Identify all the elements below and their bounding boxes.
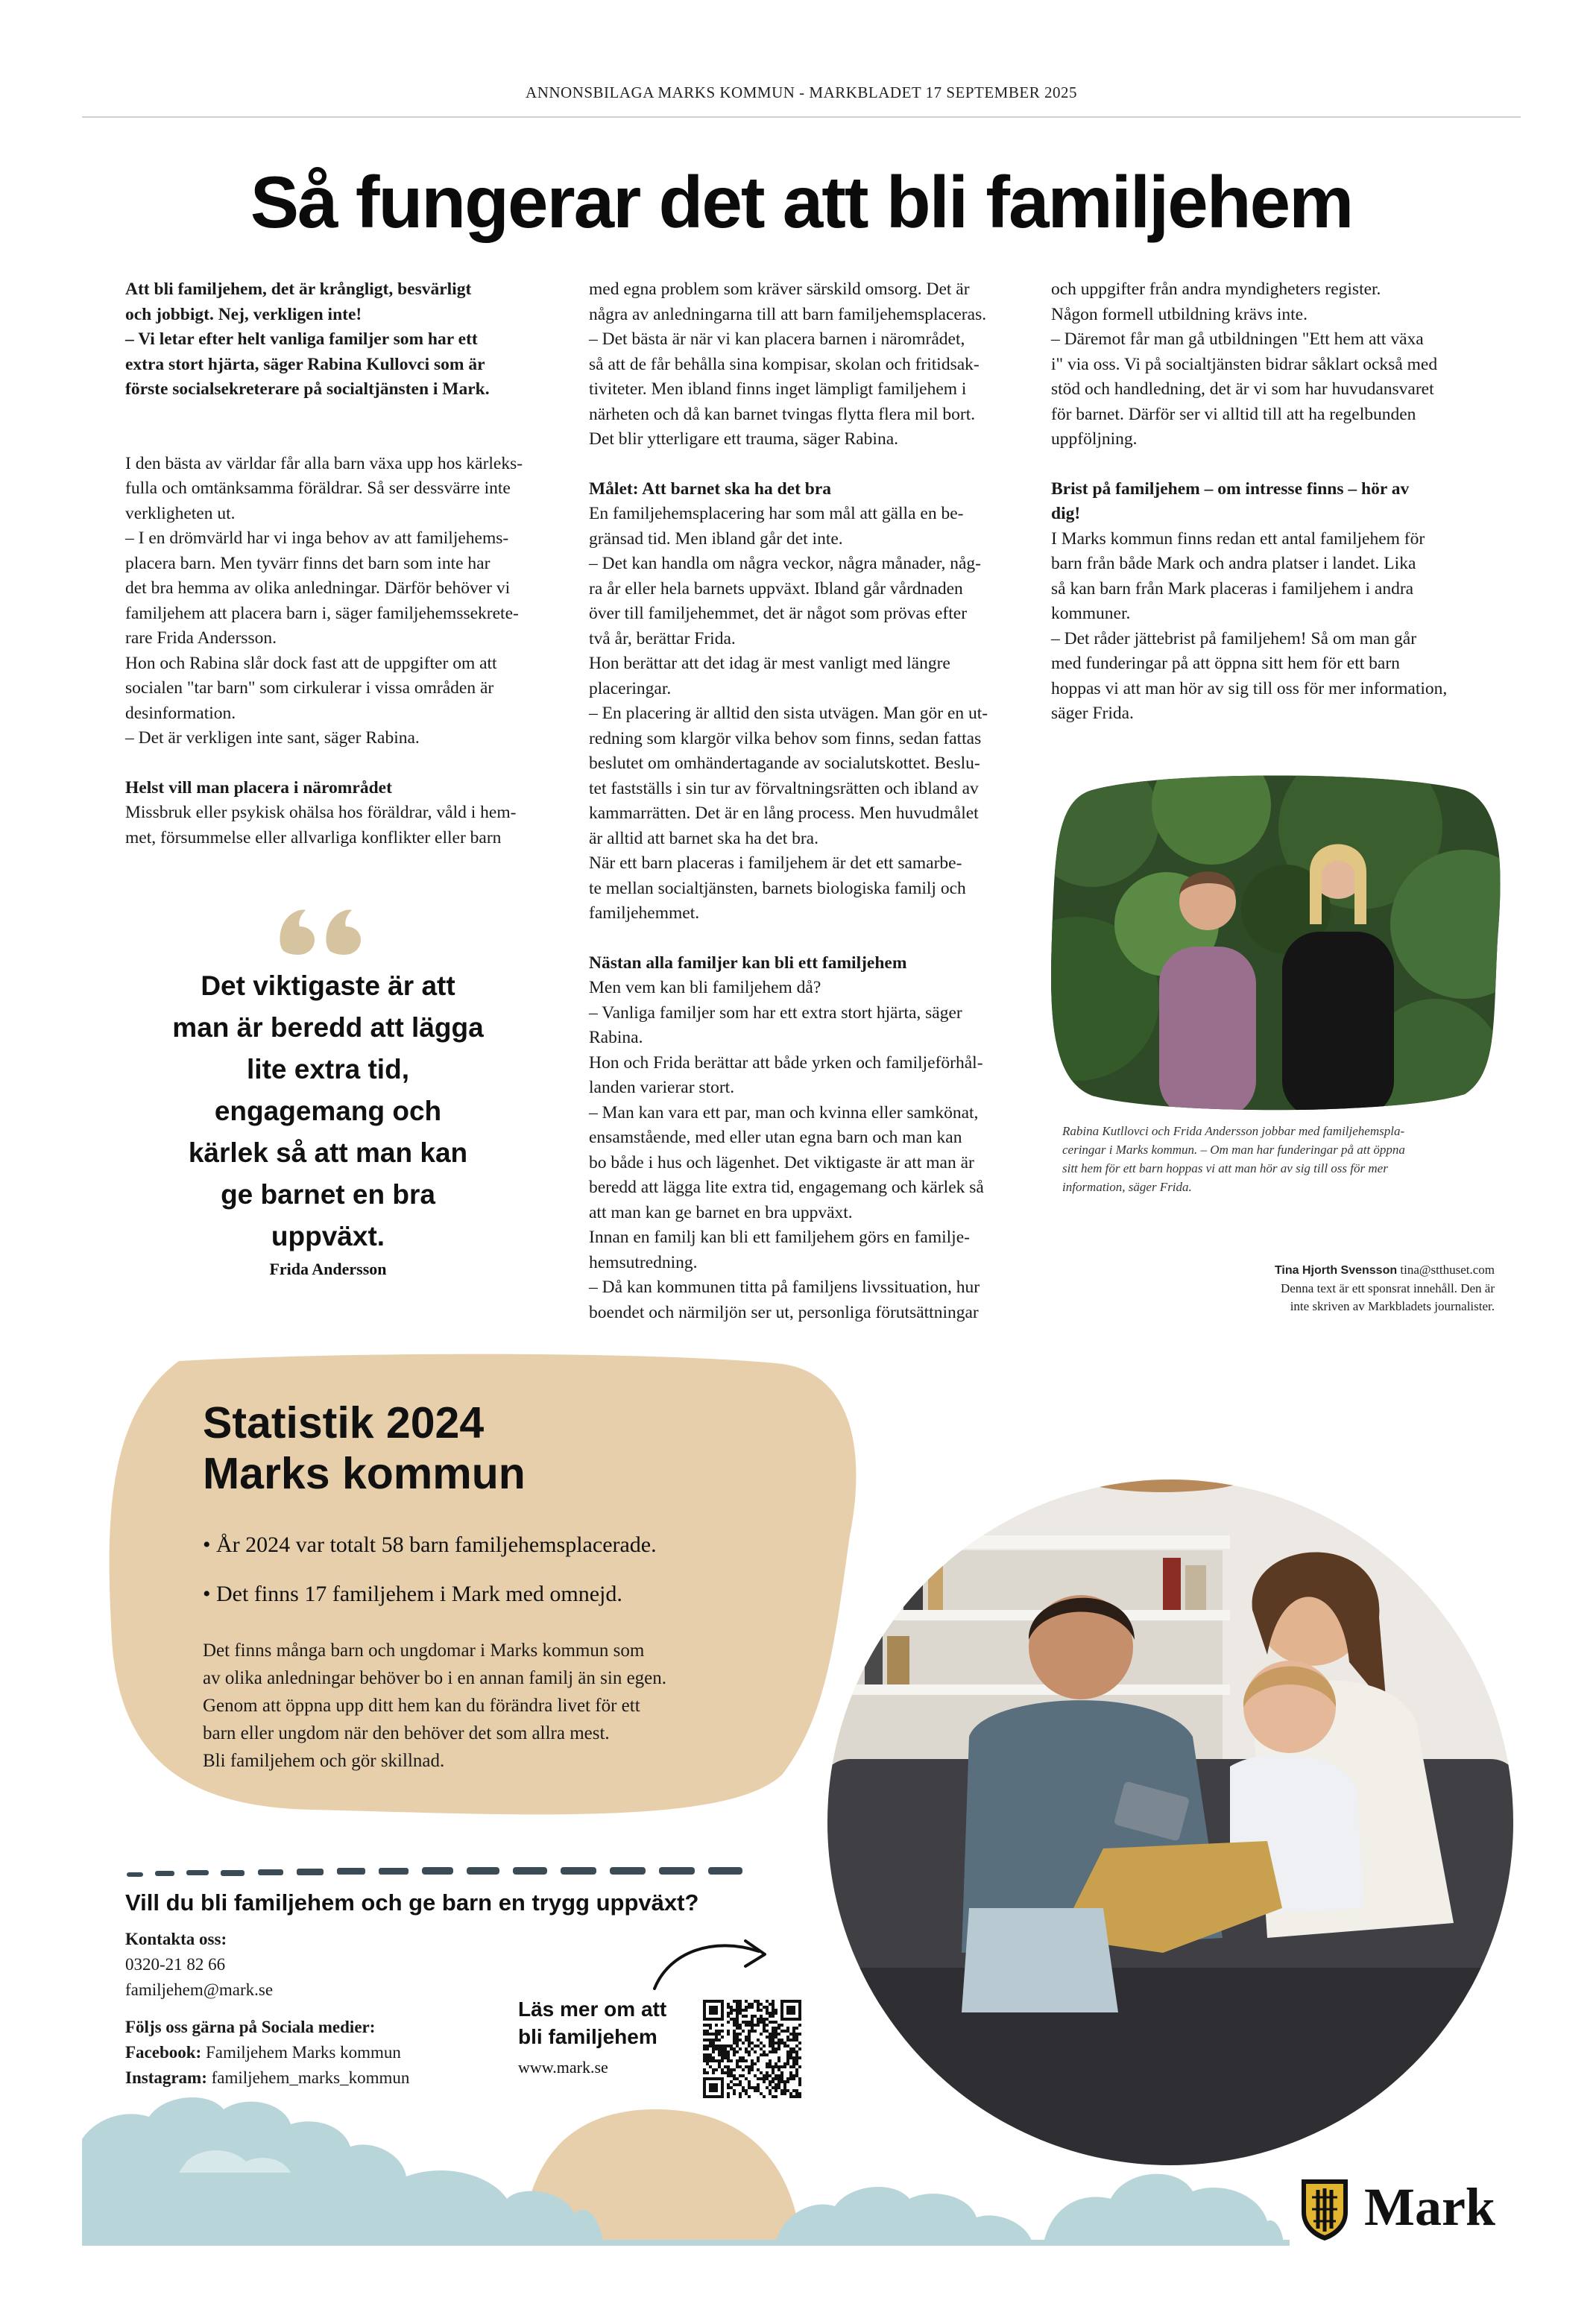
contact-phone[interactable]: 0320-21 82 66 bbox=[125, 1955, 226, 1974]
text-line: extra stort hjärta, säger Rabina Kullovci som är bbox=[125, 354, 485, 374]
contact-info bbox=[125, 1927, 513, 2091]
body-paragraph bbox=[125, 801, 565, 850]
text-line: Genom att öppna upp ditt hem kan du förändra livet för ett bbox=[203, 1696, 640, 1716]
stats-title-line: Marks kommun bbox=[203, 1449, 526, 1498]
body-paragraph bbox=[1051, 527, 1498, 727]
text-line: tiviteter. Men ibland finns inget lämpligt familjehem i bbox=[589, 379, 967, 399]
text-line: Missbruk eller psykisk ohälsa hos föräldrar, våld i hem- bbox=[125, 803, 517, 822]
body-paragraph bbox=[589, 502, 1036, 926]
author-name: Tina Hjorth Svensson bbox=[1274, 1264, 1398, 1277]
text-line: – Det är verkligen inte sant, säger Rabina. bbox=[125, 728, 420, 748]
text-line: med egna problem som kräver särskild omsorg. Det är bbox=[589, 280, 970, 299]
text-line: närheten och då kan barnet tvingas flytta flera mil bort. bbox=[589, 404, 976, 424]
text-line: Bli familjehem och gör skillnad. bbox=[203, 1751, 445, 1771]
text-line: familjehem att placera barn i, säger familjehemssekrete- bbox=[125, 603, 519, 623]
text-line: – Däremot får man gå utbildningen "Ett hem att växa bbox=[1051, 329, 1424, 349]
text-line: rare Frida Andersson. bbox=[125, 628, 277, 648]
read-more-line: bli familjehem bbox=[518, 2025, 657, 2048]
stats-bullets bbox=[203, 1521, 814, 1619]
text-line: över till familjehemmet, det är något som prövas efter bbox=[589, 604, 968, 623]
subheading: Helst vill man placera i närområdet bbox=[125, 777, 392, 798]
text-line: Att bli familjehem, det är krångligt, besvärligt bbox=[125, 280, 472, 299]
text-line: te mellan socialtjänsten, barnets biologiska familj och bbox=[589, 878, 966, 898]
subheading bbox=[1051, 477, 1498, 527]
family-photo bbox=[820, 1456, 1521, 2176]
text-line: av olika anledningar behöver bo i en annan familj än sin egen. bbox=[203, 1668, 667, 1688]
body-paragraph bbox=[1051, 277, 1498, 452]
text-line: – Det råder jättebrist på familjehem! Så om man går bbox=[1051, 628, 1417, 648]
text-line: kammarrätten. Det är en lång process. Men huvudmålet bbox=[589, 803, 979, 823]
text-line: Rabina Kutllovci och Frida Andersson jobbar med familjehemspla- bbox=[1062, 1124, 1405, 1138]
facebook-link[interactable]: Familjehem Marks kommun bbox=[205, 2043, 401, 2062]
text-line: – En placering är alltid den sista utvägen. Man gör en ut- bbox=[589, 704, 988, 723]
text-line: I Marks kommun finns redan ett antal familjehem för bbox=[1051, 528, 1425, 549]
website-link[interactable]: www.mark.se bbox=[518, 2058, 608, 2077]
stats-title bbox=[203, 1398, 526, 1499]
read-more-line: Läs mer om att bbox=[518, 1998, 667, 2021]
text-line: Rabina. bbox=[589, 1028, 643, 1047]
text-line: i" via oss. Vi på socialtjänsten bidrar såklart också med bbox=[1051, 354, 1438, 374]
pull-quote: Det viktigaste är att man är beredd att lägga lite extra tid, engagemang och kärlek så att man kan ge barnet en bra uppväxt. bbox=[172, 970, 484, 1251]
text-line: desinformation. bbox=[125, 703, 236, 723]
text-line: barn från både Mark och andra platser i landet. Lika bbox=[1051, 554, 1416, 573]
text-line: så att de får behålla sina kompisar, skolan och fritidsak- bbox=[589, 354, 980, 374]
text-line: Hon berättar att det idag är mest vanligt med längre bbox=[589, 654, 950, 673]
text-line: beslutet om omhändertagande av socialutskottet. Beslu- bbox=[589, 754, 980, 773]
byline bbox=[1163, 1261, 1495, 1316]
pull-quote-author: Frida Andersson bbox=[269, 1260, 387, 1278]
text-line: Hon och Rabina slår dock fast att de uppgifter om att bbox=[125, 653, 497, 673]
text-line: placeringar. bbox=[589, 678, 672, 698]
text-line: – I en drömvärld har vi inga behov av att familjehems- bbox=[125, 528, 509, 548]
text-line: Innan en familj kan bli ett familjehem görs en familje- bbox=[589, 1228, 970, 1247]
page-header: ANNONSBILAGA MARKS KOMMUN - MARKBLADET 17 SEPTEMBER 2025 bbox=[526, 83, 1077, 101]
text-line: met, försummelse eller allvarliga konflikter eller barn bbox=[125, 827, 502, 847]
text-line: verkligheten ut. bbox=[125, 503, 236, 523]
stats-bullet: • Det finns 17 familjehem i Mark med omnejd. bbox=[203, 1570, 814, 1619]
arrow-icon bbox=[647, 1929, 781, 1996]
text-line: En familjehemsplacering har som mål att gälla en be- bbox=[589, 504, 964, 523]
text-line: När ett barn placeras i familjehem är det ett samarbe- bbox=[589, 853, 962, 873]
text-line: det bra hemma av olika anledningar. Därför behöver vi bbox=[125, 578, 511, 598]
text-line: beredd att lägga lite extra tid, engagemang och kärlek så bbox=[589, 1178, 984, 1197]
text-line: Brist på familjehem – om intresse finns – hör av bbox=[1051, 479, 1410, 499]
read-more-title bbox=[518, 1995, 712, 2050]
article-column-1 bbox=[125, 277, 565, 850]
instagram-label: Instagram: bbox=[125, 2068, 207, 2087]
text-line: med funderingar på att öppna sitt hem för ett barn bbox=[1051, 654, 1400, 673]
text-line: fulla och omtänksamma föräldrar. Så ser dessvärre inte bbox=[125, 479, 511, 498]
text-line: Någon formell utbildning krävs inte. bbox=[1051, 304, 1308, 324]
facebook-label: Facebook: bbox=[125, 2043, 202, 2062]
photo-caption bbox=[1062, 1122, 1491, 1196]
contact-label: Kontakta oss: bbox=[125, 1930, 227, 1948]
text-line: att man kan ge barnet en bra uppväxt. bbox=[589, 1202, 853, 1222]
text-line: Det finns många barn och ungdomar i Marks kommun som bbox=[203, 1641, 645, 1661]
text-line: socialen "tar barn" som cirkulerar i vissa områden är bbox=[125, 678, 494, 698]
text-line: Men vem kan bli familjehem då? bbox=[589, 978, 821, 997]
article-column-2 bbox=[589, 277, 1036, 1325]
text-line: stöd och handledning, det är vi som har huvudansvaret bbox=[1051, 379, 1434, 399]
text-line: – Då kan kommunen titta på familjens livssituation, hur bbox=[589, 1278, 980, 1297]
cta-heading: Vill du bli familjehem och ge barn en trygg uppväxt? bbox=[125, 1889, 699, 1916]
text-line: för barnet. Därför ser vi alltid till att ha regelbunden bbox=[1051, 404, 1416, 424]
text-line: ensamstående, med eller utan egna barn och man kan bbox=[589, 1128, 962, 1147]
headline: Så fungerar det att bli familjehem bbox=[250, 161, 1353, 243]
text-line: förste socialsekreterare på socialtjänsten i Mark. bbox=[125, 379, 490, 399]
body-paragraph bbox=[589, 976, 1036, 1325]
instagram-link[interactable]: familjehem_marks_kommun bbox=[211, 2068, 410, 2087]
text-line: – Vi letar efter helt vanliga familjer som har ett bbox=[125, 329, 478, 349]
sponsor-note: inte skriven av Markbladets journalister. bbox=[1290, 1299, 1495, 1313]
text-line: hemsutredning. bbox=[589, 1252, 698, 1272]
stats-title-line: Statistik 2024 bbox=[203, 1398, 485, 1447]
stats-body bbox=[203, 1637, 769, 1775]
sponsor-note: Denna text är ett sponsrat innehåll. Den är bbox=[1280, 1281, 1495, 1295]
text-line: dig! bbox=[1051, 504, 1081, 523]
qr-code-icon[interactable] bbox=[703, 2000, 801, 2098]
text-line: säger Frida. bbox=[1051, 704, 1134, 723]
text-line: gränsad tid. Men ibland går det inte. bbox=[589, 528, 843, 549]
social-label: Följs oss gärna på Sociala medier: bbox=[125, 2018, 376, 2036]
dashed-divider bbox=[127, 1867, 742, 1877]
text-line: bo både i hus och lägenhet. Det viktigaste är att man är bbox=[589, 1152, 974, 1172]
quote-mark-icon bbox=[276, 906, 380, 958]
text-line: uppföljning. bbox=[1051, 429, 1138, 449]
author-email[interactable]: tina@stthuset.com bbox=[1400, 1263, 1495, 1277]
text-line: Hon och Frida berättar att både yrken och familjeförhål- bbox=[589, 1052, 983, 1073]
text-line: – Man kan vara ett par, man och kvinna eller samkönat, bbox=[589, 1102, 979, 1122]
text-line: placera barn. Men tyvärr finns det barn som inte har bbox=[125, 553, 491, 573]
read-more bbox=[518, 1995, 712, 2077]
text-line: hoppas vi att man hör av sig till oss för mer information, bbox=[1051, 678, 1448, 698]
text-line: två år, berättar Frida. bbox=[589, 628, 736, 648]
text-line: I den bästa av världar får alla barn växa upp hos kärleks- bbox=[125, 453, 523, 473]
text-line: så kan barn från Mark placeras i familjehem i andra bbox=[1051, 578, 1414, 599]
body-paragraph bbox=[589, 277, 1036, 452]
lead-paragraph bbox=[125, 277, 565, 402]
text-line: – Det bästa är när vi kan placera barnen i närområdet, bbox=[589, 329, 965, 349]
text-line: några av anledningarna till att barn familjehemsplaceras. bbox=[589, 304, 987, 324]
text-line: information, säger Frida. bbox=[1062, 1180, 1192, 1194]
contact-email[interactable]: familjehem@mark.se bbox=[125, 1980, 274, 1999]
text-line: boendet och närmiljön ser ut, personliga förutsättningar bbox=[589, 1302, 979, 1322]
text-line: är alltid att barnet ska ha det bra. bbox=[589, 828, 818, 848]
subheading: Nästan alla familjer kan bli ett familjehem bbox=[589, 953, 907, 973]
text-line: och jobbigt. Nej, verkligen inte! bbox=[125, 304, 362, 324]
body-paragraph bbox=[125, 452, 565, 751]
text-line: tet fastställs i sin tur av förvaltningsrätten och ibland av bbox=[589, 778, 979, 798]
text-line: – Det kan handla om några veckor, några månader, någ- bbox=[589, 554, 981, 573]
text-line: Det blir ytterligare ett trauma, säger Rabina. bbox=[589, 429, 899, 449]
text-line: – Vanliga familjer som har ett extra stort hjärta, säger bbox=[589, 1002, 962, 1023]
text-line: redning som klargör vilka behov som finns, sedan fattas bbox=[589, 728, 982, 748]
text-line: sitt hem för ett barn hoppas vi att man hör av sig till oss för mer bbox=[1062, 1161, 1388, 1175]
article-column-3 bbox=[1051, 277, 1498, 727]
text-line: barn eller ungdom när den behöver det som allra mest. bbox=[203, 1723, 610, 1743]
text-line: kommuner. bbox=[1051, 604, 1131, 623]
text-line: landen varierar stort. bbox=[589, 1078, 735, 1097]
text-line: och uppgifter från andra myndigheters register. bbox=[1051, 280, 1381, 299]
text-line: ceringar i Marks kommun. – Om man har funderingar på att öppna bbox=[1062, 1143, 1405, 1157]
subheading: Målet: Att barnet ska ha det bra bbox=[589, 479, 832, 499]
staff-photo bbox=[1047, 775, 1502, 1111]
stats-bullet: • År 2024 var totalt 58 barn familjehemsplacerade. bbox=[203, 1521, 814, 1570]
logo-text: Mark bbox=[1364, 2177, 1495, 2237]
header-divider bbox=[82, 116, 1521, 118]
text-line: familjehemmet. bbox=[589, 903, 700, 923]
text-line: ra år eller hela barnets uppväxt. Ibland går vårdnaden bbox=[589, 578, 963, 599]
